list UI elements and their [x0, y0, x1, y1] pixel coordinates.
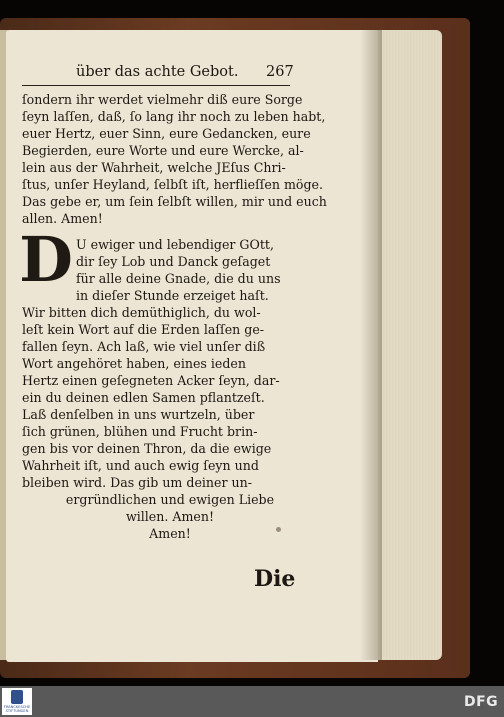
logo-text: FRANCKESCHE STIFTUNGEN: [3, 705, 31, 713]
header-rule: [22, 85, 290, 86]
text-line: in dieſer Stunde erzeiget haſt.: [76, 288, 269, 303]
ink-spot: [276, 527, 281, 532]
dfg-logo[interactable]: DFG: [464, 694, 499, 710]
page-edges: [372, 30, 442, 660]
text-line: fallen ſeyn. Ach laß, wie viel unſer diß: [22, 339, 266, 354]
text-line: ſich grünen, blühen und Frucht brin-: [22, 424, 258, 439]
text-line: bleiben wird. Das gib um deiner un-: [22, 475, 252, 490]
text-line: dir ſey Lob und Danck geſaget: [76, 254, 271, 269]
institution-logo[interactable]: [2, 688, 32, 715]
text-line: Hertz einen geſegneten Acker ſeyn, dar-: [22, 373, 280, 388]
text-line: ſondern ihr werdet vielmehr diß eure Sorge: [22, 92, 303, 107]
logo-mark-icon: [11, 690, 23, 704]
text-line: ergründlichen und ewigen Liebe: [65, 492, 275, 507]
text-line: lein aus der Wahrheit, welche JEſus Chri-: [22, 160, 286, 175]
text-line: ein du deinen edlen Samen pflantzeſt.: [22, 390, 265, 405]
text-line: euer Hertz, euer Sinn, eure Gedancken, eure: [22, 126, 311, 141]
text-line: gen bis vor deinen Thron, da die ewige: [22, 441, 272, 456]
text-line: für alle deine Gnade, die du uns: [76, 271, 281, 286]
text-line: Wir bitten dich demüthiglich, du wol-: [22, 305, 261, 320]
text-line: Wahrheit iſt, und auch ewig ſeyn und: [22, 458, 259, 473]
text-line: U ewiger und lebendiger GOtt,: [76, 237, 274, 252]
catchword: Die: [254, 566, 296, 592]
text-line: Das gebe er, um ſein ſelbſt willen, mir und euch: [22, 194, 327, 209]
text-line: leſt kein Wort auf die Erden laſſen ge-: [22, 322, 265, 337]
text-line: Laß denſelben in uns wurtzeln, über: [22, 407, 255, 422]
page-number: 267: [266, 64, 294, 80]
text-line: ſtus, unſer Heyland, ſelbſt iſt, herflieſſen möge.: [22, 177, 324, 192]
running-head: über das achte Gebot.: [76, 64, 239, 80]
drop-cap: D: [19, 223, 73, 296]
gutter-shadow: [360, 30, 382, 660]
text-line: Amen!: [149, 526, 191, 541]
text-line: willen. Amen!: [125, 509, 215, 524]
viewer-footer: [0, 686, 504, 717]
text-line: Wort angehöret haben, eines ieden: [22, 356, 246, 371]
text-line: allen. Amen!: [22, 211, 103, 226]
text-line: ſeyn laſſen, daß, ſo lang ihr noch zu leben habt,: [22, 109, 326, 124]
text-line: Begierden, eure Worte und eure Wercke, al-: [22, 143, 304, 158]
